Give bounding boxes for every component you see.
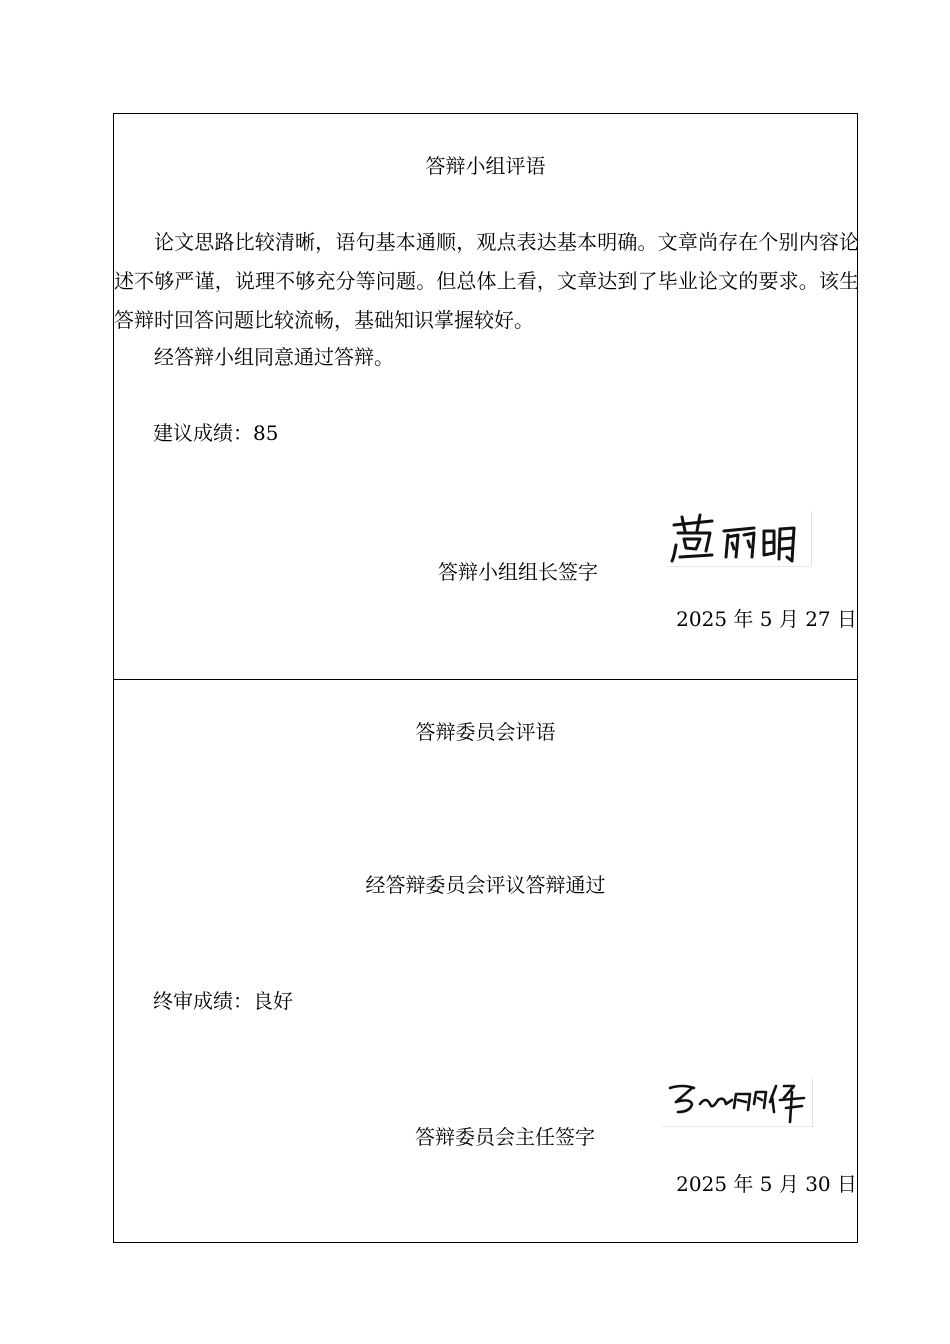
committee-review-section — [114, 680, 857, 1244]
group-review-heading: 答辩小组评语 — [425, 154, 546, 178]
group-review-comment: 论文思路比较清晰，语句基本通顺，观点表达基本明确。文章尚存在个别内容论述不够严谨，说理不够充分等问题。但总体上看，文章达到了毕业论文的要求。该生答辩时回答问题比较流畅，基础知识掌握较好。 — [114, 230, 859, 332]
suggested-grade-value: 85 — [253, 421, 279, 445]
group-review-date: 2025 年 5 月 27 日 — [676, 607, 857, 631]
committee-review-date: 2025 年 5 月 30 日 — [676, 1172, 857, 1196]
group-leader-signature-image — [666, 511, 812, 567]
handwritten-signature-icon — [662, 1078, 812, 1126]
committee-chair-signature-image — [662, 1078, 813, 1127]
committee-chair-signature-label: 答辩委员会主任签字 — [415, 1125, 595, 1149]
suggested-grade — [153, 419, 278, 447]
committee-review-heading: 答辩委员会评语 — [415, 720, 556, 744]
committee-review-comment: 经答辩委员会评议答辩通过 — [365, 873, 606, 897]
final-grade-value: 良好 — [253, 989, 293, 1013]
group-leader-signature-label: 答辩小组组长签字 — [438, 560, 598, 584]
group-review-conclusion: 经答辩小组同意通过答辩。 — [154, 345, 394, 369]
handwritten-signature-icon — [666, 511, 811, 566]
defense-evaluation-form — [113, 113, 858, 1243]
final-grade — [153, 987, 293, 1015]
final-grade-label: 终审成绩： — [153, 989, 253, 1013]
group-review-section — [114, 114, 857, 680]
suggested-grade-label: 建议成绩： — [153, 421, 253, 445]
